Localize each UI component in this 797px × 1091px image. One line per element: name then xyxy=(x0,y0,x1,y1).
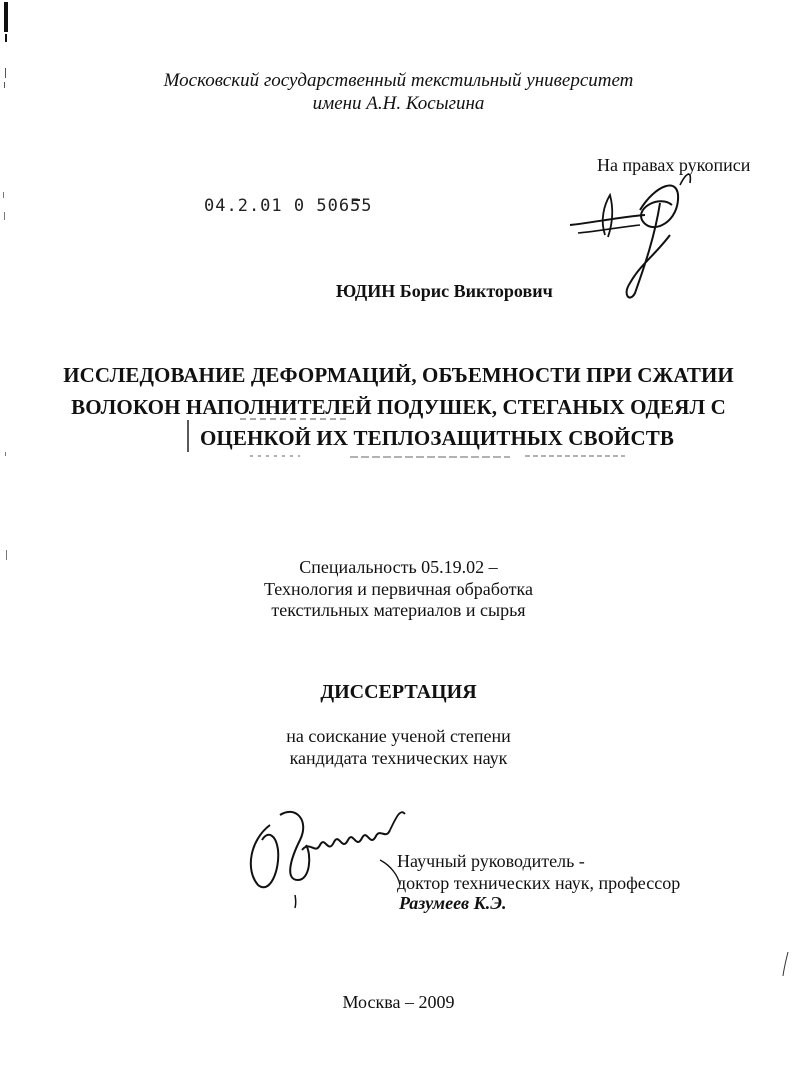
dissertation-title-line-2: ВОЛОКОН НАПОЛНИТЕЛЕЙ ПОДУШЕК, СТЕГАНЫХ ОДЕЯЛ С xyxy=(71,395,726,419)
supervisor-name: Разумеев К.Э. xyxy=(399,893,507,913)
author-signature-image xyxy=(560,165,700,305)
registration-number: 04.2.01 0 50655 xyxy=(204,196,373,216)
dissertation-title-line-3: ОЦЕНКОЙ ИХ ТЕПЛОЗАЩИТНЫХ СВОЙСТВ xyxy=(200,426,674,450)
registration-dash xyxy=(350,196,364,206)
author-name: ЮДИН Борис Викторович xyxy=(336,281,553,301)
supervisor-signature-image xyxy=(240,800,420,910)
manuscript-rights-note: На правах рукописи xyxy=(597,155,751,175)
university-name-honor: имени А.Н. Косыгина xyxy=(312,93,485,114)
dissertation-title-line-1: ИССЛЕДОВАНИЕ ДЕФОРМАЦИЙ, ОБЪЕМНОСТИ ПРИ СЖАТИИ xyxy=(63,363,734,387)
title-scan-artifacts xyxy=(180,410,640,470)
supervisor-role: Научный руководитель - xyxy=(397,851,585,871)
specialty-name-line-2: текстильных материалов и сырья xyxy=(271,600,526,620)
scan-mark-right xyxy=(780,950,794,980)
degree-line-1: на соискание ученой степени xyxy=(286,726,511,746)
specialty-code: Специальность 05.19.02 – xyxy=(299,557,498,577)
specialty-name-line-1: Технология и первичная обработка xyxy=(264,579,533,599)
city-year: Москва – 2009 xyxy=(342,992,455,1012)
degree-line-2: кандидата технических наук xyxy=(289,748,508,768)
university-name: Московский государственный текстильный университет xyxy=(163,70,634,91)
supervisor-credentials: доктор технических наук, профессор xyxy=(397,873,681,893)
document-type: ДИССЕРТАЦИЯ xyxy=(320,681,477,703)
